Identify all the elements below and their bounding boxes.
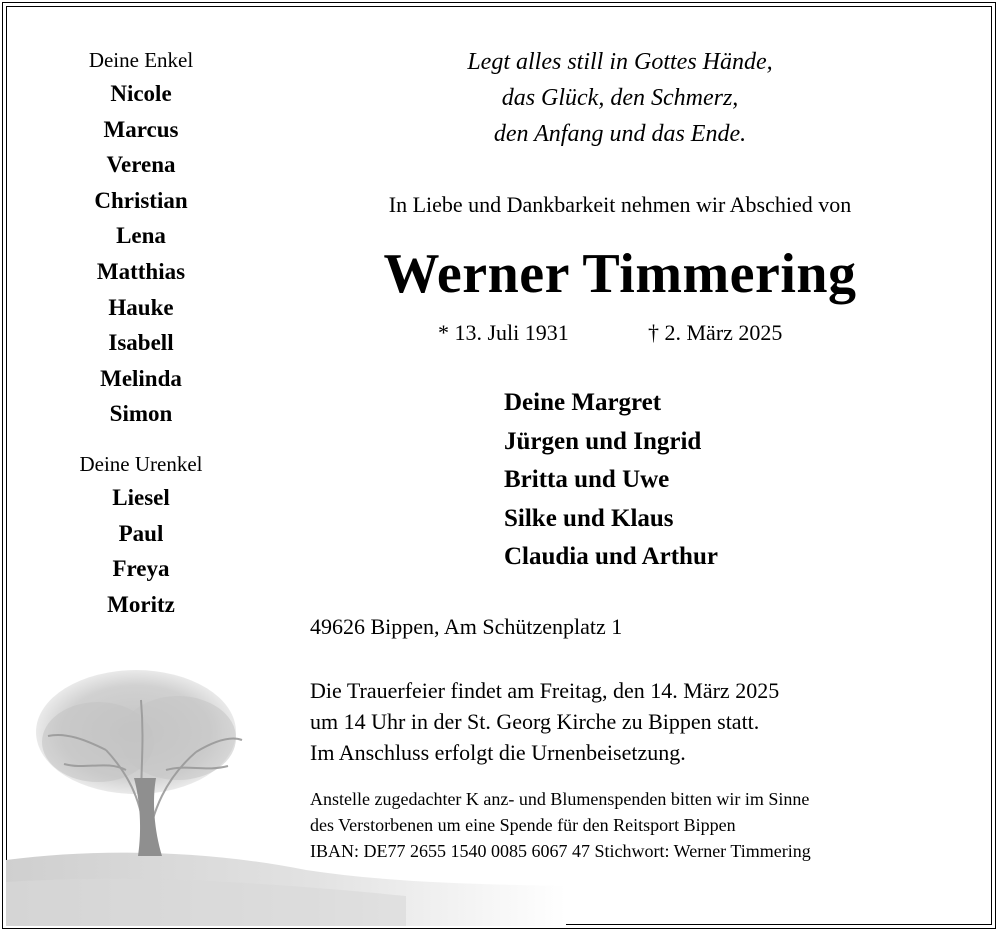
urenkel-name: Paul — [118, 520, 164, 546]
enkel-label: Deine Enkel — [88, 48, 194, 72]
enkel-name: Hauke — [108, 294, 174, 320]
urenkel-name: Moritz — [107, 591, 175, 617]
quote-line: das Glück, den Schmerz, — [501, 85, 739, 111]
enkel-name: Simon — [109, 401, 173, 427]
urenkel-name: Liesel — [112, 484, 170, 510]
mourner-name: Deine Margret — [504, 389, 662, 416]
deceased-name: Werner Timmering — [383, 243, 857, 305]
quote-line: Legt alles still in Gottes Hände, — [467, 49, 773, 75]
urenkel-list — [40, 480, 242, 622]
birth-date: * 13. Juli 1931 — [438, 320, 569, 345]
mourner-name: Claudia und Arthur — [504, 543, 718, 570]
enkel-name: Melinda — [100, 365, 182, 391]
enkel-name: Lena — [116, 223, 166, 249]
urenkel-name: Freya — [112, 556, 170, 582]
donation-line: des Verstorbenen um eine Spende für den Reitsport Bippen — [310, 815, 736, 835]
enkel-name: Christian — [94, 187, 188, 213]
urenkel-label: Deine Urenkel — [79, 451, 203, 476]
donation-line: Anstelle zugedachter K anz- und Blumenspenden bitten wir im Sinne — [310, 789, 810, 809]
enkel-name: Marcus — [103, 116, 179, 142]
grandchildren-column — [40, 44, 242, 622]
enkel-list — [40, 76, 242, 432]
enkel-name: Matthias — [96, 258, 186, 284]
death-date: † 2. März 2025 — [648, 320, 783, 345]
mourner-name: Britta und Uwe — [504, 466, 670, 493]
quote-line: den Anfang und das Ende. — [493, 121, 747, 147]
donation-line: IBAN: DE77 2655 1540 0085 6067 47 Stichwort: Werner Timmering — [310, 841, 811, 861]
family-address: 49626 Bippen, Am Schützenplatz 1 — [310, 614, 623, 639]
farewell-intro: In Liebe und Dankbarkeit nehmen wir Abschied von — [388, 192, 852, 217]
memorial-quote — [350, 44, 890, 152]
tree-landscape-icon — [6, 660, 566, 926]
mourner-name: Jürgen und Ingrid — [504, 427, 702, 455]
service-line: Die Trauerfeier findet am Freitag, den 14. März 2025 — [310, 678, 780, 703]
mourner-name: Silke und Klaus — [504, 504, 674, 532]
enkel-name: Nicole — [110, 81, 172, 106]
service-line: um 14 Uhr in der St. Georg Kirche zu Bippen statt. — [310, 709, 760, 734]
mourners-list — [504, 384, 718, 577]
enkel-name: Isabell — [108, 330, 174, 356]
service-line: Im Anschluss erfolgt die Urnenbeisetzung. — [310, 740, 686, 765]
enkel-name: Verena — [106, 152, 176, 178]
